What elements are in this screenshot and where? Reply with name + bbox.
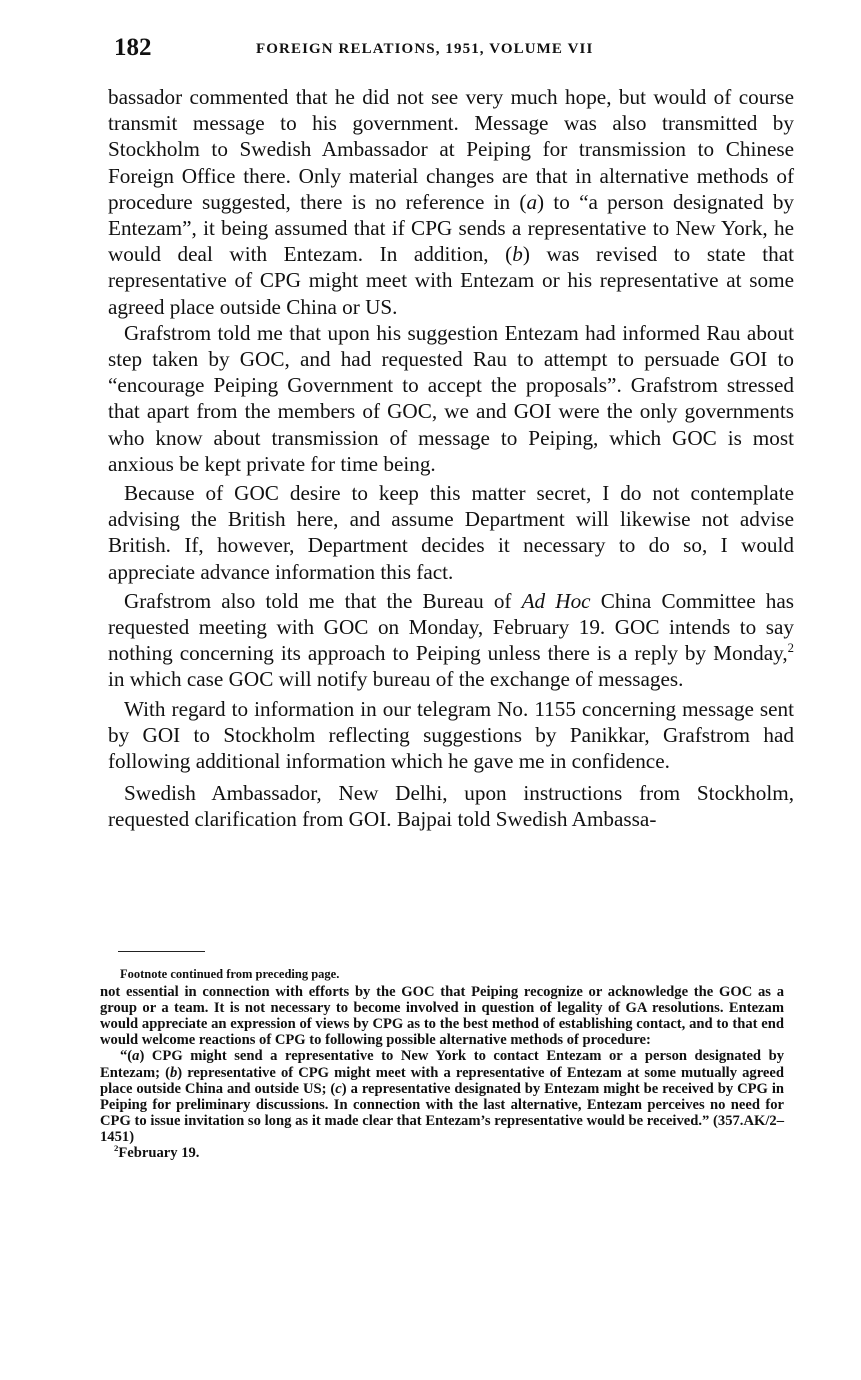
footnote-reference-2: 2: [787, 641, 794, 656]
footnote-1-part-2: ) representative of CPG might meet with a representative of Entezam at some mutually agreed place outside China and outside US; (: [100, 1064, 784, 1097]
page-number: 182: [114, 34, 152, 61]
paragraph-1-letter-b: b: [512, 242, 523, 267]
footnote-1-continuation: not essential in connection with efforts by the GOC that Peiping recognize or acknowledge the GOC as a group or a team. It is not necessary to become involved in question of legality of GA resolutions. Entezam would appreciate an expression of views by CPG as to the best method of establishing contact, and to that end would welcome reactions of CPG to following possible alternative methods of procedure:: [100, 984, 784, 1049]
body-text: [108, 84, 794, 833]
paragraph-1: [108, 84, 794, 320]
footnote-1-part-1: ) CPG might send a representative to New York to contact Entezam or a person designated by Entezam; (: [100, 1048, 784, 1081]
paragraph-6: Swedish Ambassador, New Delhi, upon instructions from Stockholm, requested clarification from GOI. Bajpai told Swedish Ambassa-: [108, 781, 794, 832]
footnote-2-mark: 2: [114, 1143, 119, 1154]
footnote-2-text: February 19.: [118, 1145, 200, 1162]
footnote-1-letter-c: c: [335, 1080, 342, 1097]
paragraph-5: With regard to information in our telegram No. 1155 concerning message sent by GOI to Stockholm reflecting suggestions by Panikkar, Grafstrom had following additional information which he gave me in confidence.: [108, 696, 794, 774]
paragraph-3: Because of GOC desire to keep this matter secret, I do not contemplate advising the British here, and assume Department will likewise not advise British. If, however, Department decides it necessary to do so, I would appreciate advance information this fact.: [108, 481, 794, 584]
footnote-2: [100, 1145, 784, 1161]
paragraph-2: Grafstrom told me that upon his suggestion Entezam had informed Rau about step taken by GOC, and had requested Rau to attempt to persuade GOI to “encourage Peiping Government to accept the proposals”. Grafstrom stressed that apart from the members of GOC, we and GOI were the only governments who know about transmission of message to Peiping, which GOC is most anxious be kept private for time being.: [108, 320, 794, 476]
paragraph-4-text-a: Grafstrom also told me that the Bureau of: [124, 588, 522, 613]
paragraph-1-text-a: bassador commented that he did not see very much hope, but would of course transmit message to his government. Message was also transmitted by Stockholm to Swedish Ambassador at Peiping for transmission to Chinese Foreign Office there. Only material changes are that in alternative methods of procedure suggested, there is no reference in (: [108, 85, 794, 214]
ad-hoc-italic: Ad Hoc: [521, 588, 591, 613]
paragraph-4-text-b: China Committee has requested meeting with GOC on Monday, February 19. GOC intends to say nothing concerning its approach to Peiping unless there is a reply by Monday,: [108, 588, 794, 666]
paragraph-4-text-c: in which case GOC will notify bureau of the exchange of messages.: [108, 667, 684, 692]
footnote-1-quote: [100, 1048, 784, 1145]
footnote-1-quote-open: “(: [120, 1048, 133, 1065]
paragraph-1-text-b: ) to “a person designated by Entezam”, it being assumed that if CPG sends a representative to New York, he would deal with Entezam. In addition, (: [108, 189, 795, 267]
running-head: FOREIGN RELATIONS, 1951, VOLUME VII: [256, 41, 594, 57]
paragraph-4: [108, 588, 794, 693]
footnote-1-letter-b: b: [169, 1064, 178, 1081]
footnote-1-part-3: ) a representative designated by Entezam might be received by CPG in Peiping for preliminary discussions. In connection with the last alternative, Entezam perceives no need for CPG to issue invitation so long as it made clear that Entezam’s representative would be received.” (357.AK/2–1451): [100, 1080, 784, 1145]
paragraph-1-text-c: ) was revised to state that representative of CPG might meet with Entezam or his representative at some agreed place outside China or US.: [108, 242, 794, 319]
page-header: [114, 34, 794, 68]
footnote-continued-label: Footnote continued from preceding page.: [120, 967, 340, 981]
paragraph-1-letter-a: a: [526, 189, 538, 214]
footnotes: [100, 966, 784, 1161]
footnote-1-letter-a: a: [132, 1048, 140, 1065]
footnote-divider: [118, 951, 205, 952]
